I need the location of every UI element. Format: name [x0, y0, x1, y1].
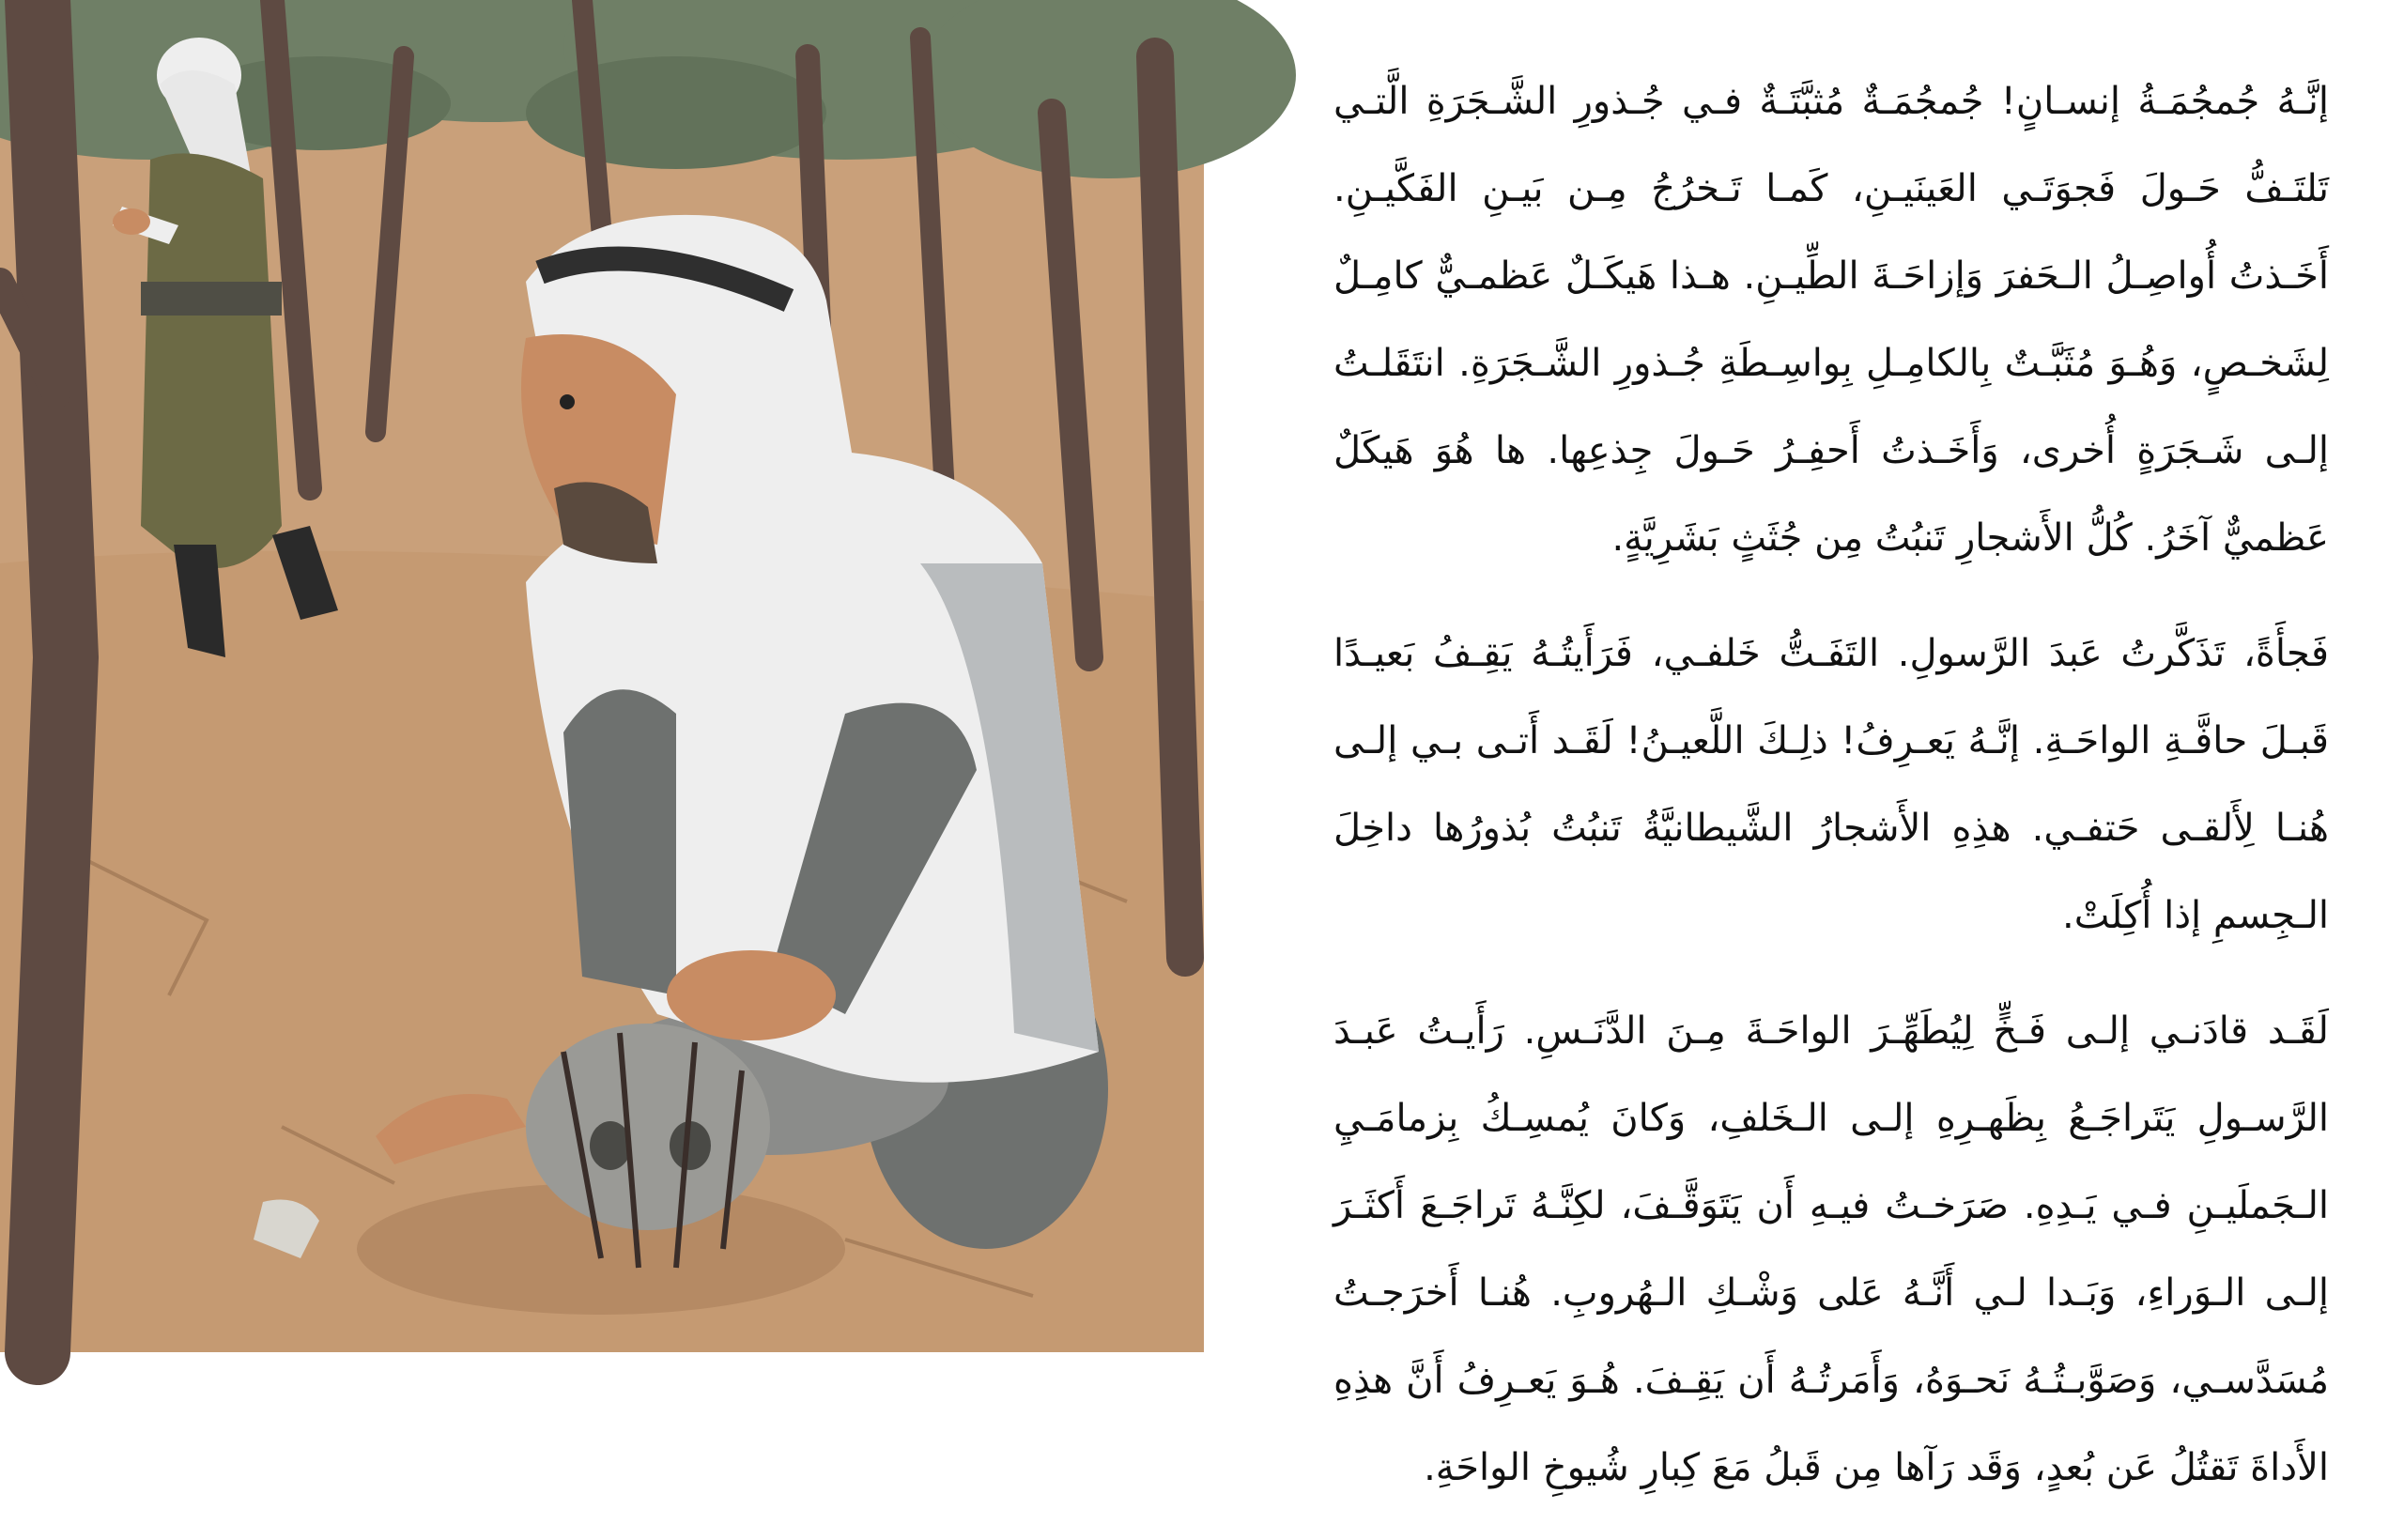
paragraph-1: إنَّـهُ جُمجُمَـةُ إنسـانٍ! جُمجُمَـةٌ مُثبَّتَـةٌ فـي جُـذورِ الشَّـجَرَةِ الَّتـي تَلتَـفُّ حَـولَ فَجوَتَـي العَينَيـنِ، كَمـا تَـخرُجُ مِـن بَيـنِ الفَكَّيـنِ. أَخَـذتُ أُواصِـلُ الـحَفرَ وَإزاحَـةَ الطِّيـنِ. هـذا هَيكَـلٌ عَظمـيٌّ كامِـلٌ لِشَخـصٍ، وَهُـوَ مُثَبَّـتٌ بِالكامِـلِ بِواسِـطَةِ جُـذورِ الشَّـجَرَةِ. انتَقَلـتُ إلـى شَـجَرَةٍ أُخرى، وَأَخَـذتُ أَحفِـرُ حَـولَ جِذعِها. ها هُوَ هَيكَلٌ عَظميٌّ آخَرُ. كُلُّ الأَشجارِ تَنبُتُ مِن جُثَثٍ بَشَرِيَّةٍ. — [1333, 80, 2329, 560]
paragraph-3: لَقَـد قادَنـي إلـى فَـخٍّ لِيُطَهِّـرَ الواحَـةَ مِـنَ الدَّنَـسِ. رَأَيـتُ عَبـدَ الرَّسـولِ يَتَراجَـعُ بِظَهـرِهِ إلـى الـخَلفِ، وَكانَ يُمسِـكُ بِزمامَـيِ الـجَملَيـنِ فـي يَـدِهِ. صَرَخـتُ فيـهِ أَن يَتَوَقَّـفَ، لكِنَّـهُ تَراجَـعَ أَكثَـرَ إلـى الـوَراءِ، وَبَـدا لـي أَنَّـهُ عَلى وَشْـكِ الـهُروبِ. هُنـا أَخرَجـتُ مُسَدَّسـي، وَصَوَّبـتُـهُ نَحـوَهُ، وَأَمَرتُـهُ أَن يَقِـفَ. هُـوَ يَعـرِفُ أَنَّ هذِهِ الأَداةَ تَقتُلُ عَن بُعدٍ، وَقَد رَآها مِن قَبلُ مَعَ كِبارِ شُيوخِ الواحَةِ. — [1333, 1009, 2329, 1489]
paragraph-2: فَجأَةً، تَذَكَّرتُ عَبدَ الرَّسولِ. التَفَـتُّ خَلفـي، فَرَأَيتُـهُ يَقِـفُ بَعيـدًا قَبـلَ حافَّـةِ الواحَـةِ. إنَّـهُ يَعـرِفُ! ذلِـكَ اللَّعيـنُ! لَقَـد أَتـى بـي إلـى هُنـا لِأَلقـى حَتفـي. هذِهِ الأَشجارُ الشَّيطانيَّةُ تَنبُتُ بُذورُها داخِلَ الـجِسمِ إذا أُكِلَتْ. — [1333, 632, 2329, 937]
story-illustration — [0, 0, 1204, 1352]
story-text — [1333, 58, 2329, 1540]
